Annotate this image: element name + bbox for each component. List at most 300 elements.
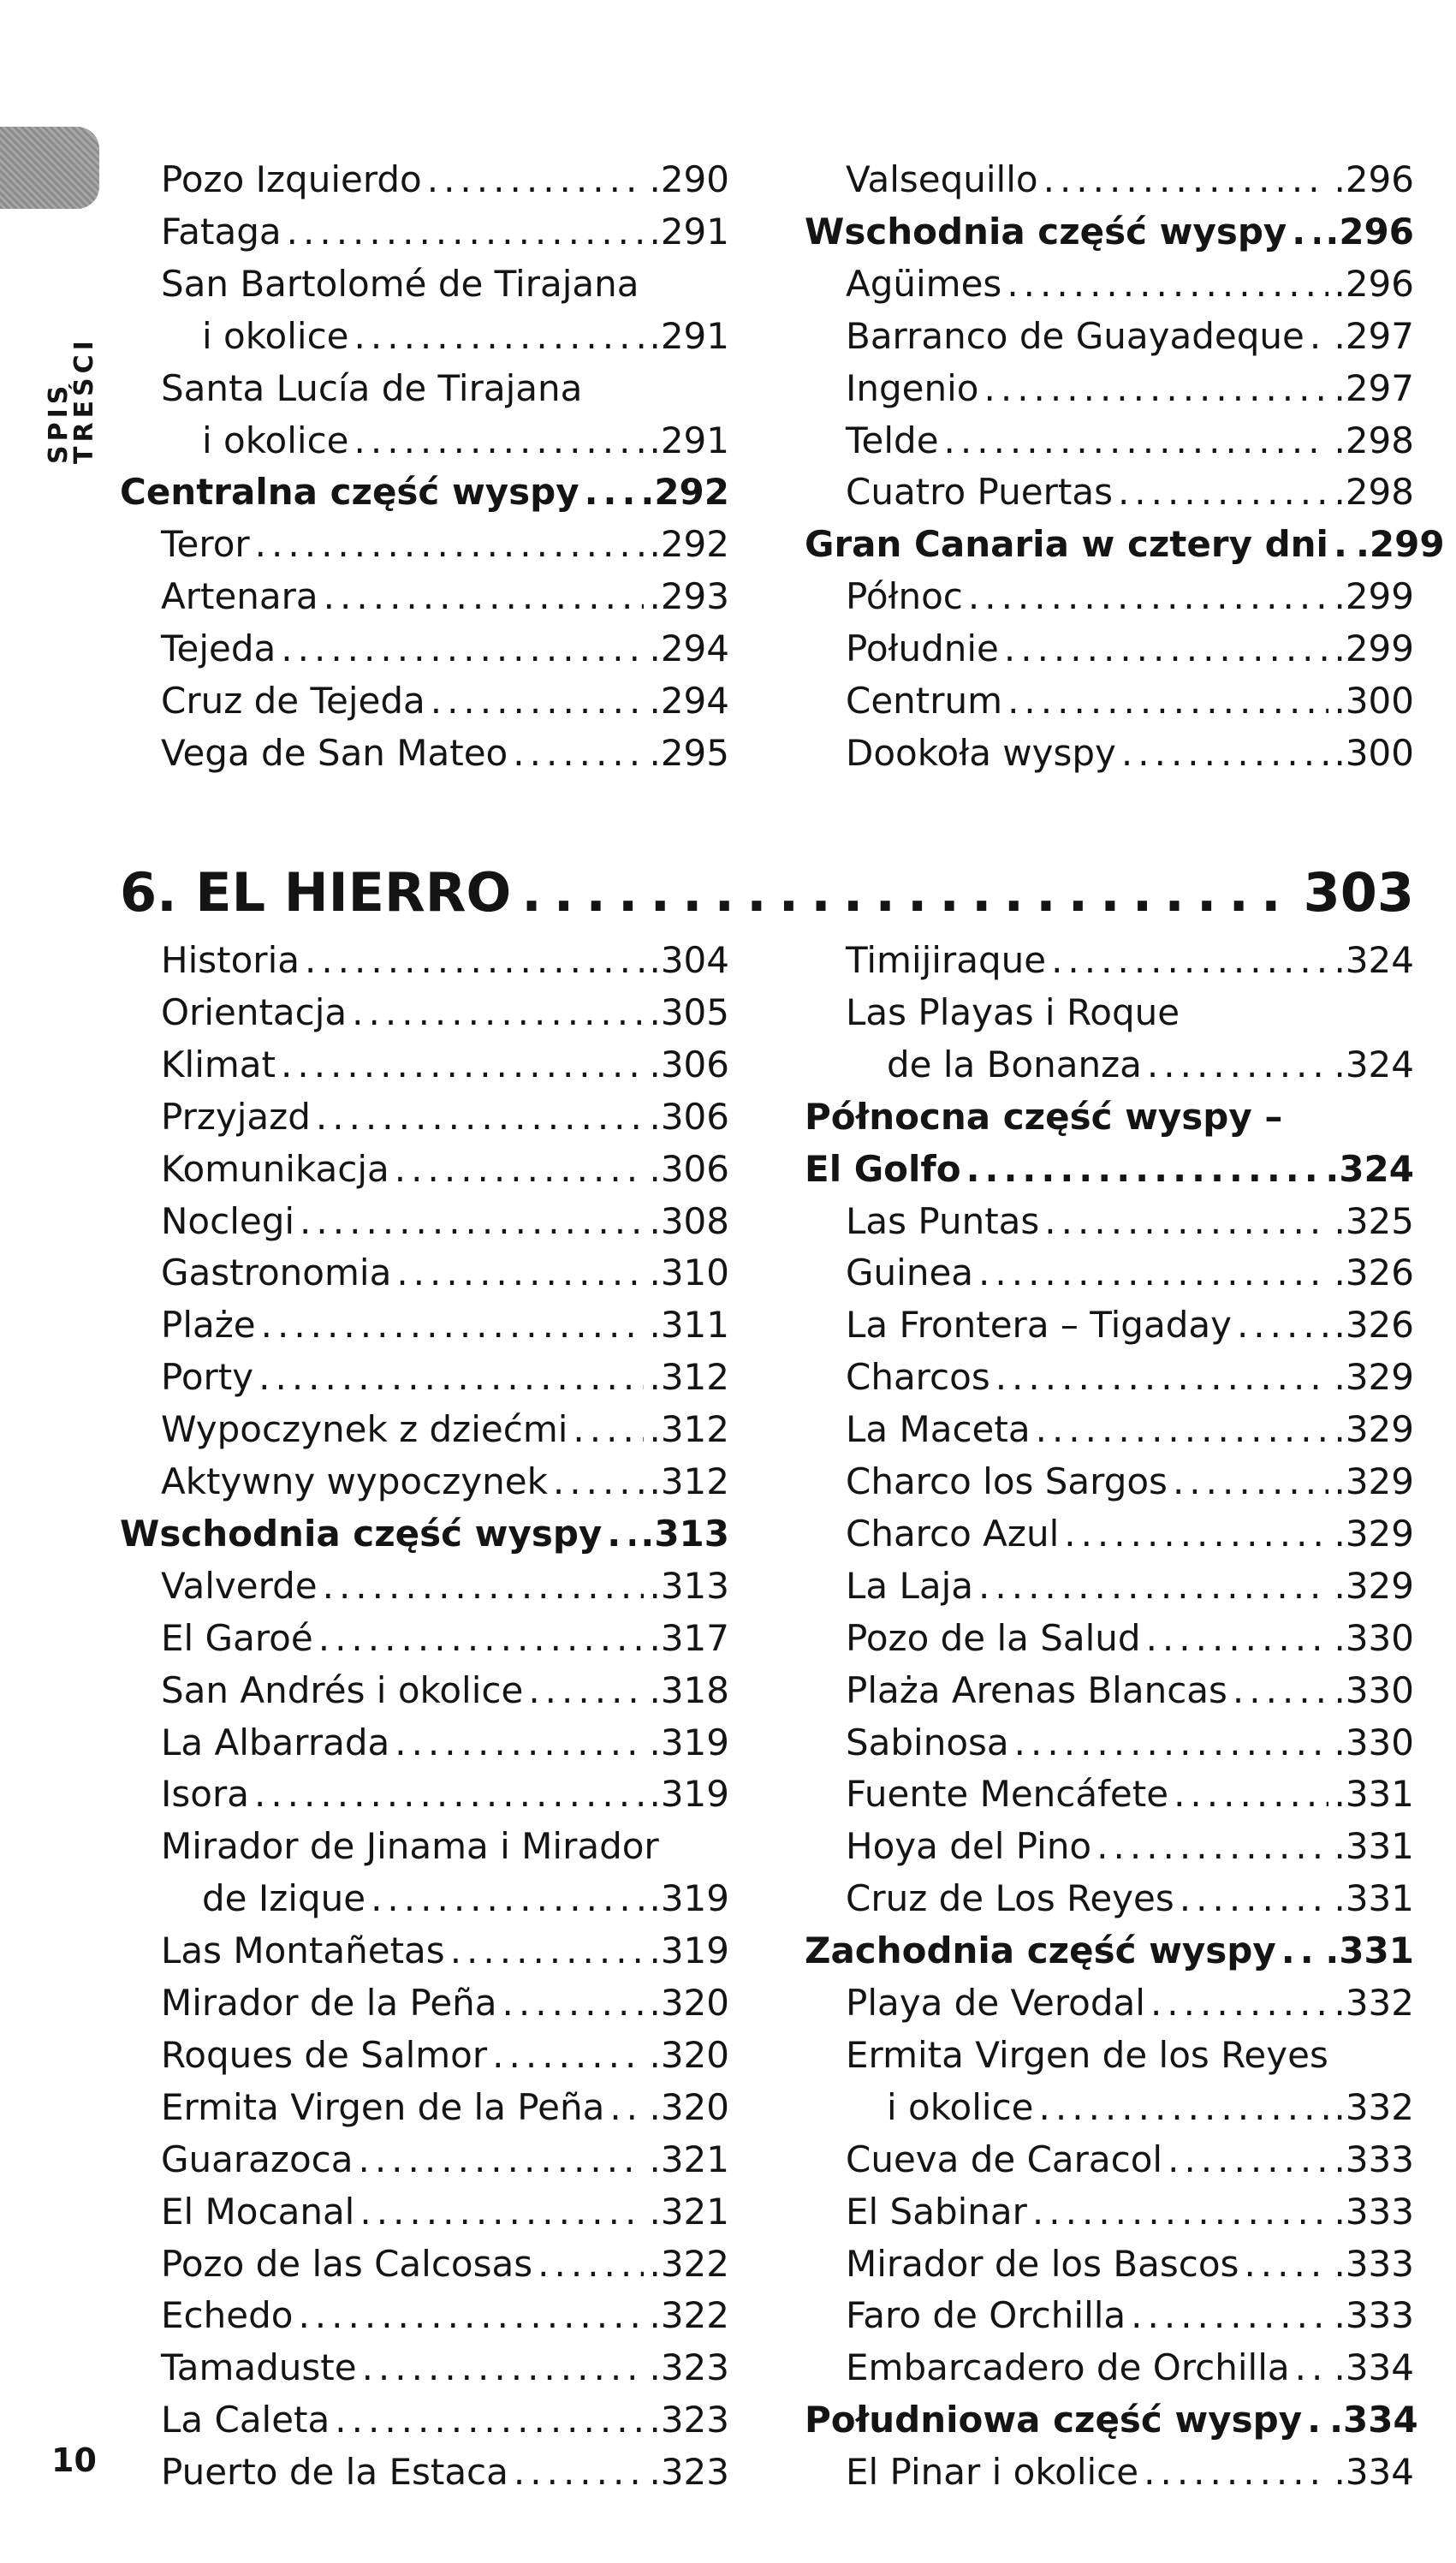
toc-entry-title: de Izique [202, 1877, 366, 1920]
dot-leader [427, 154, 645, 205]
toc-entry-title: Wschodnia część wyspy [805, 210, 1287, 253]
toc-entry[interactable] [846, 1821, 1414, 1872]
toc-entry-page: .306 [649, 1095, 729, 1138]
toc-entry-page: .311 [649, 1304, 729, 1347]
toc-section-entry[interactable] [805, 519, 1445, 570]
toc-entry-page: .329 [1334, 1512, 1414, 1555]
toc-entry-page: .321 [649, 2190, 729, 2233]
toc-entry[interactable] [161, 1144, 729, 1195]
toc-entry-page: .329 [1334, 1564, 1414, 1607]
toc-entry-page: .333 [1334, 2190, 1414, 2233]
dot-leader [1131, 2290, 1328, 2341]
dot-leader [300, 1196, 644, 1247]
toc-entry-page: .331 [1334, 1773, 1414, 1816]
dot-leader [607, 1508, 635, 1560]
dot-leader [1032, 2186, 1329, 2238]
toc-entry-page: .326 [1334, 1252, 1414, 1294]
toc-entry-title: Cuatro Puertas [846, 471, 1113, 514]
side-section-label: SPIS TREŚCI [44, 336, 99, 464]
toc-section-entry[interactable] [120, 1508, 729, 1560]
dot-leader [316, 1091, 645, 1143]
toc-entry-page: .333 [1334, 2294, 1414, 2337]
toc-entry-title: Cruz de Tejeda [161, 680, 425, 722]
toc-entry[interactable] [161, 2134, 729, 2185]
toc-entry-title: Agüimes [846, 262, 1002, 305]
toc-entry-title: Aktywny wypoczynek [161, 1460, 548, 1502]
toc-entry[interactable] [161, 571, 729, 622]
toc-entry[interactable] [161, 1091, 729, 1143]
toc-entry-title: Hoya del Pino [846, 1825, 1092, 1868]
toc-entry[interactable] [846, 259, 1414, 310]
toc-entry-page: .308 [649, 1199, 729, 1242]
chapter-title: 6. EL HIERRO [120, 861, 512, 924]
dot-leader [1043, 154, 1329, 205]
toc-entry-title: Południowa część wyspy [805, 2399, 1303, 2441]
toc-entry-title: Pozo de la Salud [846, 1616, 1141, 1659]
toc-entry-page: .317 [649, 1616, 729, 1659]
toc-entry[interactable] [161, 2030, 729, 2081]
dot-leader [318, 1613, 645, 1664]
toc-entry[interactable] [161, 1039, 729, 1091]
toc-entry[interactable] [161, 2239, 729, 2290]
dot-leader [259, 1352, 644, 1403]
toc-entry-title: Północ [846, 575, 963, 618]
dot-leader [1310, 311, 1329, 362]
dot-leader [968, 571, 1329, 622]
toc-entry-title: Komunikacja [161, 1147, 389, 1190]
toc-entry-title: La Caleta [161, 2399, 330, 2441]
toc-entry-title: El Pinar i okolice [846, 2451, 1139, 2494]
dot-leader [978, 1247, 1328, 1299]
toc-entry-page: .329 [1334, 1408, 1414, 1451]
toc-entry-title: Centrum [846, 680, 1003, 722]
toc-entry[interactable] [846, 728, 1414, 779]
toc-entry[interactable] [846, 2134, 1414, 2185]
toc-entry-page: .322 [649, 2294, 729, 2337]
toc-entry-title: i okolice [887, 2085, 1034, 2128]
dot-leader [323, 1561, 645, 1612]
dot-leader [352, 987, 644, 1038]
toc-entry[interactable] [161, 987, 729, 1038]
dot-leader [1039, 2082, 1329, 2133]
dot-leader [1014, 1717, 1329, 1769]
toc-entry-page: .292 [640, 471, 729, 514]
toc-entry-title: Ermita Virgen de los Reyes [846, 2033, 1328, 2076]
toc-entry[interactable] [846, 1508, 1414, 1560]
toc-entry[interactable] [161, 2342, 729, 2394]
toc-entry-title: Dookoła wyspy [846, 731, 1116, 774]
toc-entry[interactable] [846, 154, 1414, 205]
dot-leader [1295, 2342, 1329, 2394]
toc-entry[interactable] [846, 2342, 1414, 2394]
toc-entry[interactable] [161, 2394, 729, 2446]
toc-entry-page: .294 [649, 627, 729, 670]
dot-leader [431, 675, 645, 727]
toc-entry-title: Barranco de Guayadeque [846, 314, 1304, 357]
toc-entry-title: Guarazoca [161, 2138, 354, 2180]
toc-entry-title: Północna część wyspy – [805, 1095, 1283, 1138]
dot-leader [573, 1404, 644, 1455]
toc-entry-title: Cruz de Los Reyes [846, 1877, 1174, 1920]
toc-entry-title: Przyjazd [161, 1095, 311, 1138]
dot-leader [1334, 519, 1351, 570]
toc-entry-page: .313 [640, 1512, 729, 1555]
dot-leader [324, 571, 645, 622]
dot-leader [360, 2186, 644, 2238]
toc-entry-title: Fataga [161, 210, 282, 253]
toc-entry-title: San Bartolomé de Tirajana [161, 262, 639, 305]
dot-leader [513, 728, 644, 779]
toc-entry[interactable] [161, 1665, 729, 1716]
toc-entry-title: Vega de San Mateo [161, 731, 508, 774]
toc-entry-page: .319 [649, 1877, 729, 1920]
dot-leader [1173, 1456, 1329, 1507]
toc-section-entry[interactable] [805, 1925, 1414, 1977]
toc-entry-title: Mirador de los Bascos [846, 2242, 1239, 2285]
toc-entry-title: Wypoczynek z dziećmi [161, 1408, 568, 1451]
toc-entry[interactable] [846, 675, 1414, 727]
toc-entry-page: .291 [649, 314, 729, 357]
dot-leader [1147, 1039, 1329, 1091]
toc-entry[interactable] [846, 2186, 1414, 2238]
toc-entry-page: .330 [1334, 1668, 1414, 1711]
toc-entry-title: Las Playas i Roque [846, 990, 1180, 1033]
toc-entry-page: .296 [1334, 158, 1414, 200]
dot-leader [371, 1873, 644, 1924]
dot-leader [978, 1561, 1328, 1612]
toc-entry-page: .291 [649, 210, 729, 253]
toc-entry-page: .332 [1334, 2085, 1414, 2128]
toc-entry-title: San Andrés i okolice [161, 1668, 524, 1711]
toc-entry[interactable] [161, 2447, 729, 2498]
toc-entry-page: .294 [649, 680, 729, 722]
toc-entry[interactable] [846, 1247, 1414, 1299]
toc-entry-page: .300 [1334, 731, 1414, 774]
toc-entry-title: Plaże [161, 1304, 256, 1347]
toc-entry-title: Tejeda [161, 627, 276, 670]
toc-entry[interactable] [161, 1404, 729, 1455]
toc-entry-title: La Albarrada [161, 1721, 390, 1763]
dot-leader [492, 2030, 644, 2081]
toc-entry-page: .320 [649, 2085, 729, 2128]
toc-section-entry[interactable] [805, 1091, 1414, 1143]
toc-entry[interactable] [161, 675, 729, 727]
dot-leader [1051, 935, 1328, 986]
toc-entry[interactable] [846, 1977, 1414, 2029]
dot-leader [305, 935, 645, 986]
toc-entry[interactable] [161, 154, 729, 205]
toc-entry-page: .296 [1334, 262, 1414, 305]
toc-entry-page: .331 [1334, 1877, 1414, 1920]
toc-entry-page: .324 [1325, 1147, 1414, 1190]
toc-entry-page: .333 [1334, 2242, 1414, 2285]
toc-entry-title: Wschodnia część wyspy [120, 1512, 603, 1555]
toc-entry[interactable] [161, 1247, 729, 1299]
dot-leader [528, 1665, 644, 1716]
toc-entry[interactable] [161, 2186, 729, 2238]
dot-leader [395, 1144, 645, 1195]
toc-entry-title: Gastronomia [161, 1252, 392, 1294]
toc-entry-title: Artenara [161, 575, 318, 618]
toc-entry[interactable] [161, 1977, 729, 2029]
toc-entry[interactable] [161, 1456, 729, 1507]
toc-entry-title: Guinea [846, 1252, 974, 1294]
dot-leader [984, 363, 1329, 414]
dot-leader [995, 1352, 1329, 1403]
toc-entry-page: .334 [1329, 2399, 1418, 2441]
toc-entry-page: .297 [1334, 366, 1414, 409]
dot-leader [1064, 1508, 1328, 1560]
toc-entry-title: Las Puntas [846, 1199, 1040, 1242]
page-number: 10 [51, 2441, 97, 2479]
toc-entry[interactable] [846, 1561, 1414, 1612]
toc-entry-page: .334 [1334, 2346, 1414, 2389]
dot-leader [358, 2134, 644, 2185]
chapter-heading[interactable] [120, 854, 1414, 931]
dot-leader [254, 1769, 645, 1820]
toc-entry-title: Faro de Orchilla [846, 2294, 1126, 2337]
toc-entry-title: La Maceta [846, 1408, 1031, 1451]
toc-entry-title: Las Montañetas [161, 1930, 445, 1972]
toc-entry[interactable] [846, 1196, 1414, 1247]
toc-entry-page: .320 [649, 1982, 729, 2024]
toc-entry-page: .291 [649, 419, 729, 461]
toc-entry-page: .326 [1334, 1304, 1414, 1347]
toc-entry-title: El Garoé [161, 1616, 313, 1659]
toc-section-entry[interactable] [120, 467, 729, 518]
toc-entry[interactable] [202, 1873, 729, 1924]
toc-entry[interactable] [846, 2447, 1414, 2498]
toc-entry[interactable] [202, 311, 729, 362]
toc-entry-page: .320 [649, 2033, 729, 2076]
dot-leader [538, 2239, 644, 2290]
toc-entry-title: Charco Azul [846, 1512, 1060, 1555]
toc-entry[interactable] [161, 1613, 729, 1664]
toc-entry[interactable] [161, 259, 729, 310]
toc-entry-page: .293 [649, 575, 729, 618]
toc-entry[interactable] [846, 1717, 1414, 1769]
dot-leader [1096, 1821, 1328, 1872]
toc-entry-page: .298 [1334, 471, 1414, 514]
dot-leader [1007, 675, 1328, 727]
toc-entry-page: .299 [1334, 575, 1414, 618]
toc-entry-page: .292 [649, 523, 729, 566]
toc-entry[interactable] [161, 1299, 729, 1351]
toc-entry-title: Timijiraque [846, 939, 1047, 981]
toc-entry-title: Valsequillo [846, 158, 1038, 200]
toc-entry-page: .323 [649, 2346, 729, 2389]
dot-leader [261, 1299, 645, 1351]
toc-entry-title: Porty [161, 1356, 254, 1399]
toc-entry-title: Południe [846, 627, 999, 670]
dot-leader [1146, 1613, 1329, 1664]
toc-entry[interactable] [161, 1561, 729, 1612]
dot-leader [1036, 1404, 1329, 1455]
toc-entry-page: .324 [1334, 1043, 1414, 1085]
toc-entry-title: El Golfo [805, 1147, 961, 1190]
toc-entry[interactable] [846, 1456, 1414, 1507]
toc-entry-title: Isora [161, 1773, 249, 1816]
dot-leader [1180, 1873, 1329, 1924]
toc-entry[interactable] [846, 415, 1414, 467]
toc-entry[interactable] [161, 1717, 729, 1769]
toc-entry-page: .321 [649, 2138, 729, 2180]
toc-entry-title: Sabinosa [846, 1721, 1009, 1763]
dot-leader [609, 2082, 644, 2133]
toc-entry[interactable] [161, 519, 729, 570]
toc-entry-page: .299 [1355, 523, 1445, 566]
dot-leader [553, 1456, 645, 1507]
toc-entry[interactable] [846, 1404, 1414, 1455]
toc-entry-title: Centralna część wyspy [120, 471, 579, 514]
toc-entry-title: i okolice [202, 419, 349, 461]
dot-leader [1237, 1299, 1329, 1351]
toc-entry-page: .296 [1325, 210, 1414, 253]
toc-entry-title: Santa Lucía de Tirajana [161, 366, 583, 409]
toc-entry-title: Plaża Arenas Blancas [846, 1668, 1227, 1711]
dot-leader [966, 1144, 1321, 1195]
toc-entry-page: .306 [649, 1043, 729, 1085]
dot-leader [1121, 728, 1329, 779]
toc-entry-title: El Sabinar [846, 2190, 1027, 2233]
toc-entry-title: Teror [161, 523, 250, 566]
toc-entry[interactable] [887, 2082, 1414, 2133]
toc-entry-page: .322 [649, 2242, 729, 2285]
toc-entry-title: Ingenio [846, 366, 979, 409]
toc-entry-page: .299 [1334, 627, 1414, 670]
toc-entry-page: .318 [649, 1668, 729, 1711]
toc-entry-title: Puerto de la Estaca [161, 2451, 508, 2494]
dot-leader [450, 1925, 645, 1977]
dot-leader [287, 206, 645, 258]
toc-entry-page: .290 [649, 158, 729, 200]
toc-entry-title: Valverde [161, 1564, 318, 1607]
toc-entry[interactable] [846, 623, 1414, 675]
dot-leader [521, 854, 1293, 931]
toc-entry[interactable] [846, 935, 1414, 986]
toc-entry[interactable] [846, 2290, 1414, 2341]
toc-entry-title: La Laja [846, 1564, 974, 1607]
toc-entry-title: i okolice [202, 314, 349, 357]
toc-entry-page: .319 [649, 1930, 729, 1972]
toc-entry-title: Roques de Salmor [161, 2033, 488, 2076]
toc-entry-page: .330 [1334, 1721, 1414, 1763]
toc-entry[interactable] [846, 1299, 1414, 1351]
toc-entry[interactable] [161, 206, 729, 258]
toc-entry-title: de la Bonanza [887, 1043, 1142, 1085]
chapter-page: 303 [1303, 861, 1414, 924]
toc-entry-page: .312 [649, 1460, 729, 1502]
dot-leader [1150, 1977, 1329, 2029]
toc-entry[interactable] [887, 1039, 1414, 1091]
toc-entry[interactable] [846, 467, 1414, 518]
toc-entry-title: Fuente Mencáfete [846, 1773, 1169, 1816]
toc-entry-title: Historia [161, 939, 300, 981]
dot-leader [1044, 1196, 1328, 1247]
toc-entry-title: Embarcadero de Orchilla [846, 2346, 1290, 2389]
toc-section-entry[interactable] [805, 1144, 1414, 1195]
dot-leader [335, 2394, 644, 2446]
toc-entry[interactable] [161, 2082, 729, 2133]
toc-entry-page: .331 [1325, 1930, 1414, 1972]
toc-entry-page: .319 [649, 1773, 729, 1816]
toc-entry-page: .331 [1334, 1825, 1414, 1868]
toc-entry[interactable] [161, 1769, 729, 1820]
toc-entry[interactable] [202, 415, 729, 467]
toc-entry-page: .330 [1334, 1616, 1414, 1659]
dot-leader [1168, 2134, 1328, 2185]
dot-leader [514, 2447, 645, 2498]
toc-entry-title: Tamaduste [161, 2346, 357, 2389]
toc-entry[interactable] [161, 1925, 729, 1977]
toc-entry-title: Orientacja [161, 990, 348, 1033]
dot-leader [1233, 1665, 1329, 1716]
dot-leader [1307, 2394, 1324, 2446]
toc-entry[interactable] [161, 1352, 729, 1403]
dot-leader [502, 1977, 645, 2029]
toc-entry[interactable] [846, 987, 1414, 1038]
toc-section-entry[interactable] [805, 206, 1414, 258]
toc-entry[interactable] [846, 1665, 1414, 1716]
toc-entry[interactable] [846, 2030, 1414, 2081]
toc-entry[interactable] [846, 1769, 1414, 1820]
toc-entry[interactable] [846, 2239, 1414, 2290]
toc-section-entry[interactable] [805, 2394, 1418, 2446]
toc-entry-page: .305 [649, 990, 729, 1033]
toc-entry-page: .312 [649, 1408, 729, 1451]
toc-entry[interactable] [846, 571, 1414, 622]
dot-leader [281, 1039, 644, 1091]
toc-entry[interactable] [161, 1821, 729, 1872]
toc-entry-page: .313 [649, 1564, 729, 1607]
toc-entry[interactable] [846, 1873, 1414, 1924]
dot-leader [395, 1717, 644, 1769]
dot-leader [255, 519, 645, 570]
toc-entry[interactable] [161, 728, 729, 779]
dot-leader [1144, 2447, 1328, 2498]
toc-entry-page: .325 [1334, 1199, 1414, 1242]
toc-entry[interactable] [846, 1613, 1414, 1664]
dot-leader [396, 1247, 644, 1299]
toc-entry[interactable] [161, 935, 729, 986]
dot-leader [354, 415, 645, 467]
dot-leader [585, 467, 636, 518]
toc-entry-title: Noclegi [161, 1199, 295, 1242]
dot-leader [1174, 1769, 1328, 1820]
toc-entry-title: El Mocanal [161, 2190, 355, 2233]
toc-entry-title: Klimat [161, 1043, 276, 1085]
toc-entry[interactable] [846, 311, 1414, 362]
thumb-tab [0, 127, 99, 209]
toc-entry[interactable] [161, 623, 729, 675]
dot-leader [1292, 206, 1320, 258]
toc-entry[interactable] [846, 1352, 1414, 1403]
toc-entry-page: .334 [1334, 2451, 1414, 2494]
toc-entry[interactable] [161, 363, 729, 414]
toc-entry-page: .295 [649, 731, 729, 774]
toc-entry[interactable] [846, 363, 1414, 414]
toc-entry-title: La Frontera – Tigaday [846, 1304, 1232, 1347]
toc-entry[interactable] [161, 1196, 729, 1247]
dot-leader [354, 311, 645, 362]
dot-leader [1244, 2239, 1328, 2290]
toc-entry-page: .306 [649, 1147, 729, 1190]
toc-entry-title: Pozo Izquierdo [161, 158, 422, 200]
toc-entry[interactable] [161, 2290, 729, 2341]
toc-entry-page: .323 [649, 2451, 729, 2494]
toc-entry-page: .333 [1334, 2138, 1414, 2180]
toc-entry-title: Charco los Sargos [846, 1460, 1168, 1502]
